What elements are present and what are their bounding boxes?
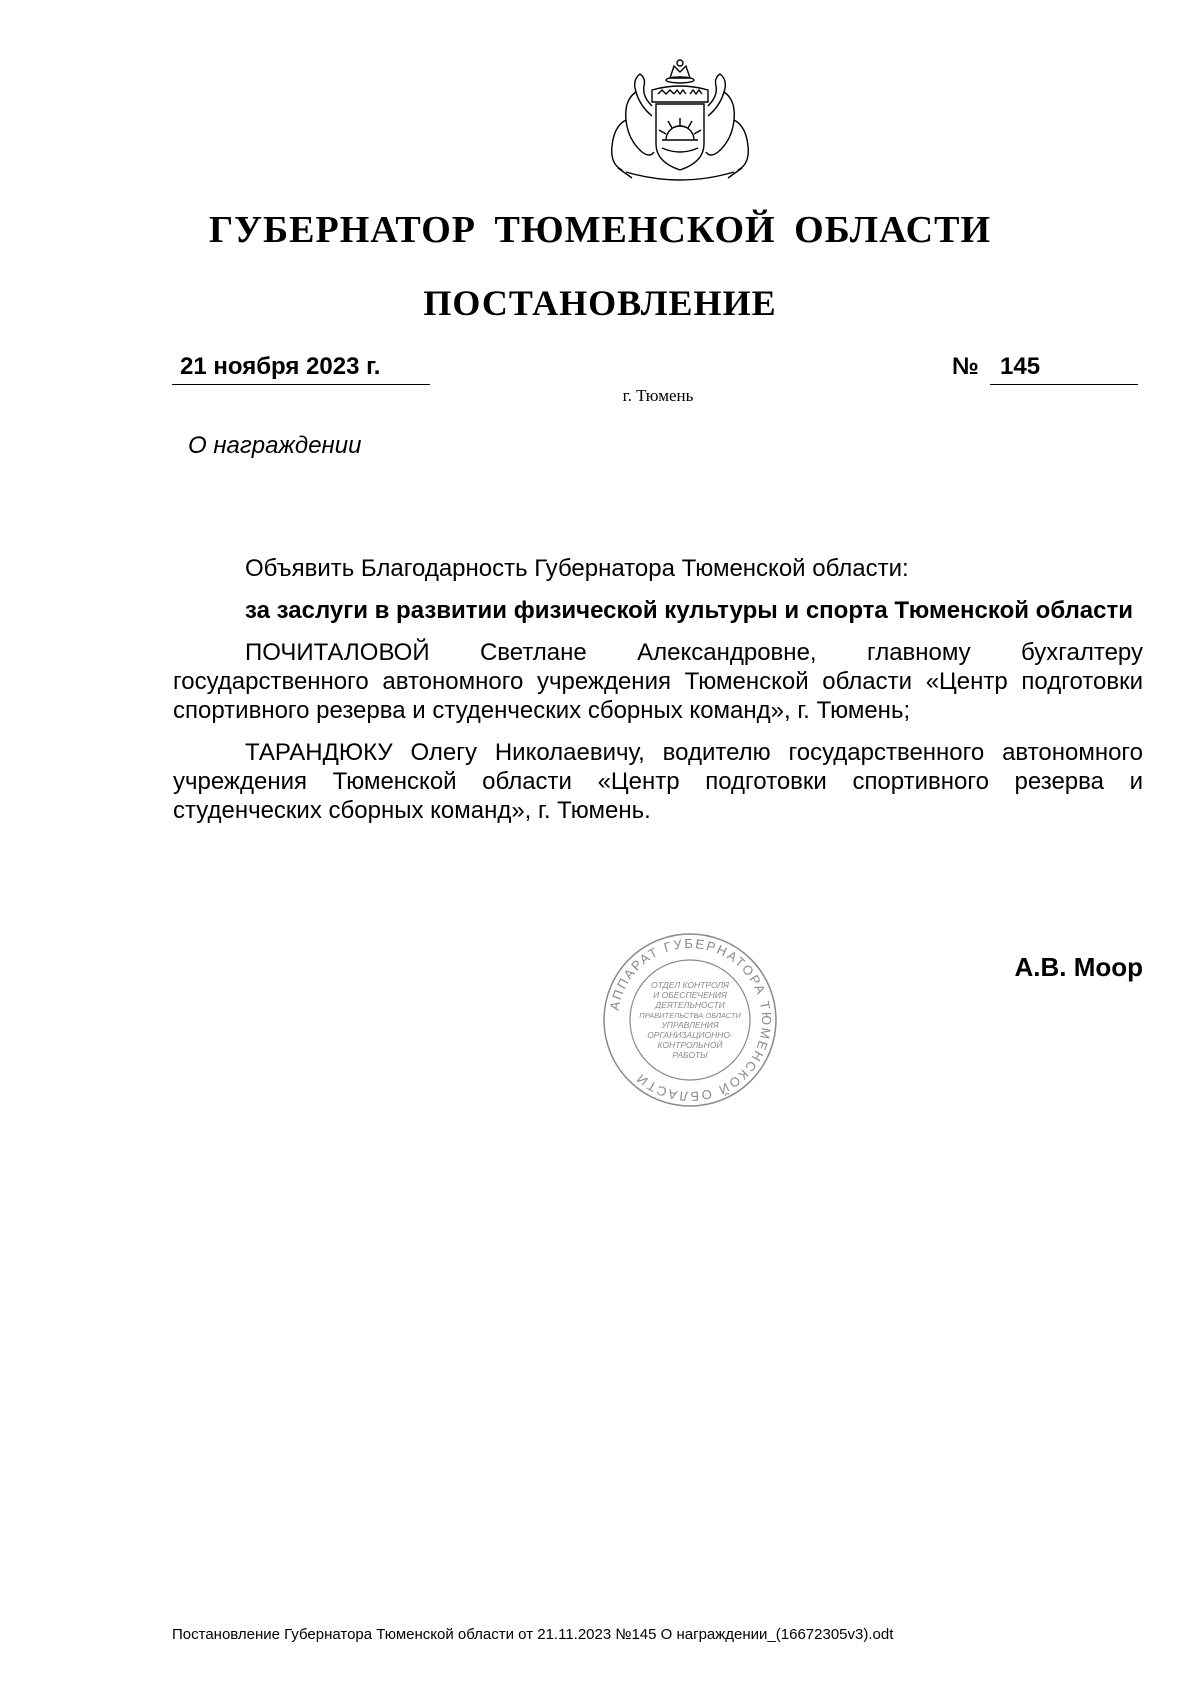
recipient-paragraph-2: ТАРАНДЮКУ Олегу Николаевичу, водителю государственного автономного учреждения Тюменской области «Центр подготовки спортивного резерва и студенческих сборных команд», г. Тюмень.: [173, 739, 1143, 824]
stamp-line: И ОБЕСПЕЧЕНИЯ: [653, 990, 727, 1000]
document-type: ПОСТАНОВЛЕНИЕ: [423, 283, 777, 323]
stamp-line: РАБОТЫ: [672, 1050, 708, 1060]
document-number: 145: [990, 352, 1138, 385]
official-stamp: [600, 930, 780, 1110]
issue-city: г. Тюмень: [622, 386, 694, 405]
document-subject: О награждении: [188, 432, 362, 459]
stamp-line: УПРАВЛЕНИЯ: [661, 1020, 719, 1030]
stamp-outer-text: АППАРАТ ГУБЕРНАТОРА ТЮМЕНСКОЙ ОБЛАСТИ: [606, 935, 775, 1105]
issuing-authority: ГУБЕРНАТОР ТЮМЕНСКОЙ ОБЛАСТИ: [208, 209, 992, 251]
intro-paragraph: Объявить Благодарность Губернатора Тюменской области:: [245, 555, 909, 582]
stamp-line: КОНТРОЛЬНОЙ: [657, 1040, 723, 1050]
stamp-line: ДЕЯТЕЛЬНОСТИ: [655, 1000, 725, 1010]
stamp-line: ПРАВИТЕЛЬСТВА ОБЛАСТИ: [639, 1011, 741, 1020]
recipient-paragraph-1: ПОЧИТАЛОВОЙ Светлане Александровне, главному бухгалтеру государственного автономного учреждения Тюменской области «Центр подготовки спортивного резерва и студенческих сборных команд», г. Тюмень;: [173, 639, 1143, 724]
reason-paragraph: за заслуги в развитии физической культуры и спорта Тюменской области: [245, 597, 1134, 624]
number-label: №: [952, 353, 979, 380]
document-body: [173, 554, 1143, 838]
stamp-line: ОРГАНИЗАЦИОННО-: [647, 1030, 733, 1040]
signature-name: А.В. Моор: [1014, 952, 1143, 982]
coat-of-arms-emblem: [596, 56, 764, 188]
stamp-line: ОТДЕЛ КОНТРОЛЯ: [651, 980, 729, 990]
document-date: 21 ноября 2023 г.: [172, 352, 430, 385]
footer-filename: Постановление Губернатора Тюменской области от 21.11.2023 №145 О награждении_(16672305v3).odt: [172, 1626, 894, 1643]
